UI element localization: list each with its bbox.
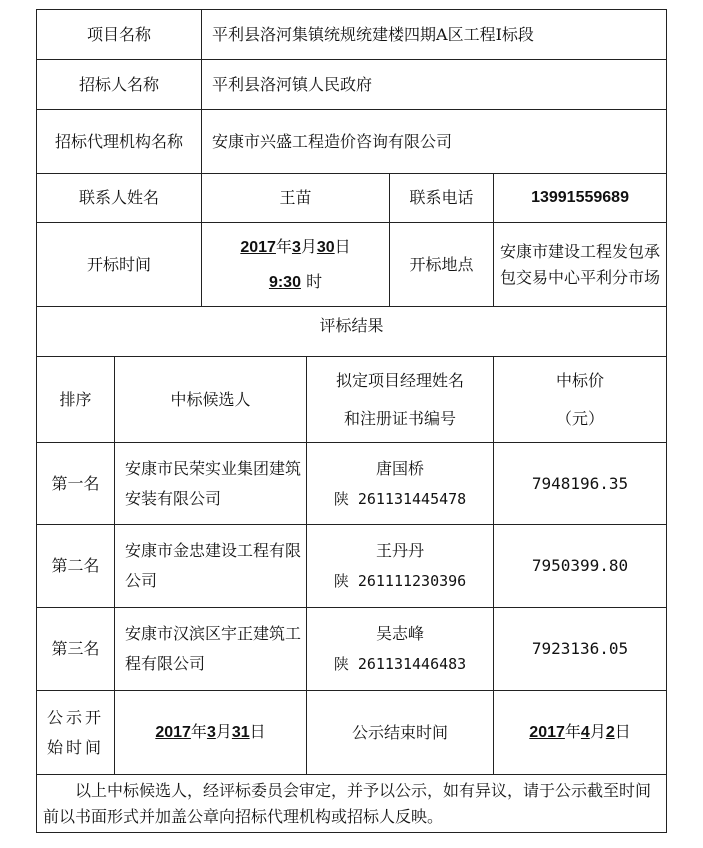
opening-day-unit: 日 (334, 236, 351, 256)
publicity-start-day: 31 (231, 724, 250, 741)
header-manager-line2: 和注册证书编号 (344, 408, 457, 428)
tenderer-row (37, 60, 667, 110)
opening-clock-unit: 时 (306, 271, 323, 291)
result-title-row (37, 307, 667, 357)
publicity-start (115, 691, 307, 775)
manager-name: 王丹丹 (376, 541, 425, 560)
candidate-row (37, 443, 667, 525)
publicity-end-month-unit: 月 (589, 722, 606, 741)
publicity-end (494, 691, 667, 775)
agency-name: 安康市兴盛工程造价咨询有限公司 (202, 110, 667, 174)
header-price (494, 357, 667, 443)
contact-phone-label: 联系电话 (390, 174, 494, 223)
publicity-end-label: 公示结束时间 (307, 691, 494, 775)
publicity-end-day: 2 (605, 724, 615, 741)
project-label: 项目名称 (37, 10, 202, 60)
tenderer-label: 招标人名称 (37, 60, 202, 110)
manager-cert: 陕 261111230396 (333, 572, 467, 590)
tenderer-name: 平利县洛河镇人民政府 (202, 60, 667, 110)
result-header-row (37, 357, 667, 443)
opening-month: 3 (291, 238, 301, 256)
header-manager (307, 357, 494, 443)
opening-row (37, 223, 667, 307)
publicity-end-year-unit: 年 (564, 722, 581, 741)
contact-row (37, 174, 667, 223)
header-rank: 排序 (37, 357, 115, 443)
opening-time (202, 223, 390, 307)
opening-place: 安康市建设工程发包承包交易中心平利分市场 (494, 223, 667, 307)
opening-year-unit: 年 (275, 236, 292, 256)
header-price-line1: 中标价 (556, 370, 605, 390)
agency-label: 招标代理机构名称 (37, 110, 202, 174)
project-row (37, 10, 667, 60)
candidate-manager (307, 443, 494, 525)
manager-cert: 陕 261131446483 (333, 655, 467, 673)
opening-clock: 9:30 (268, 273, 301, 291)
publicity-end-year: 2017 (529, 724, 565, 741)
candidate-company: 安康市金忠建设工程有限公司 (115, 525, 307, 608)
candidate-row (37, 525, 667, 608)
publicity-start-month-unit: 月 (215, 722, 232, 741)
publicity-start-day-unit: 日 (249, 722, 266, 741)
publicity-start-year: 2017 (155, 724, 191, 741)
candidate-company: 安康市汉滨区宇正建筑工程有限公司 (115, 608, 307, 691)
candidate-rank: 第一名 (37, 443, 115, 525)
opening-year: 2017 (240, 238, 276, 256)
manager-name: 唐国桥 (376, 458, 425, 478)
publicity-start-month: 3 (206, 724, 216, 741)
notice-text: 以上中标候选人，经评标委员会审定，并予以公示，如有异议，请于公示截至时间前以书面形式并加盖公章向招标代理机构或招标人反映。 (37, 775, 667, 833)
contact-name-label: 联系人姓名 (37, 174, 202, 223)
publicity-start-label: 公示开始时间 (37, 691, 115, 775)
opening-place-label: 开标地点 (390, 223, 494, 307)
candidate-price: 7923136.05 (494, 608, 667, 691)
header-candidate: 中标候选人 (115, 357, 307, 443)
candidate-manager (307, 608, 494, 691)
opening-date (206, 234, 385, 261)
candidate-price: 7948196.35 (494, 443, 667, 525)
candidate-manager (307, 525, 494, 608)
tender-result-table (36, 9, 667, 833)
opening-day: 30 (316, 238, 335, 256)
project-name: 平利县洛河集镇统规统建楼四期A区工程Ⅰ标段 (202, 10, 667, 60)
opening-clock-line (206, 269, 385, 296)
agency-row (37, 110, 667, 174)
manager-name: 吴志峰 (376, 624, 425, 643)
candidate-price: 7950399.80 (494, 525, 667, 608)
manager-cert: 陕 261131445478 (333, 489, 467, 508)
opening-time-label: 开标时间 (37, 223, 202, 307)
contact-phone: 13991559689 (494, 174, 667, 223)
publicity-start-year-unit: 年 (190, 722, 207, 741)
opening-month-unit: 月 (300, 236, 317, 256)
candidate-rank: 第二名 (37, 525, 115, 608)
publicity-end-month: 4 (580, 724, 590, 741)
header-price-line2: （元） (556, 408, 605, 428)
publicity-end-day-unit: 日 (614, 722, 631, 741)
contact-name: 王苗 (202, 174, 390, 223)
notice-row (37, 775, 667, 833)
result-title: 评标结果 (37, 307, 667, 357)
candidate-row (37, 608, 667, 691)
candidate-rank: 第三名 (37, 608, 115, 691)
publicity-row (37, 691, 667, 775)
candidate-company: 安康市民荣实业集团建筑安装有限公司 (115, 443, 307, 525)
header-manager-line1: 拟定项目经理姓名 (336, 370, 465, 390)
